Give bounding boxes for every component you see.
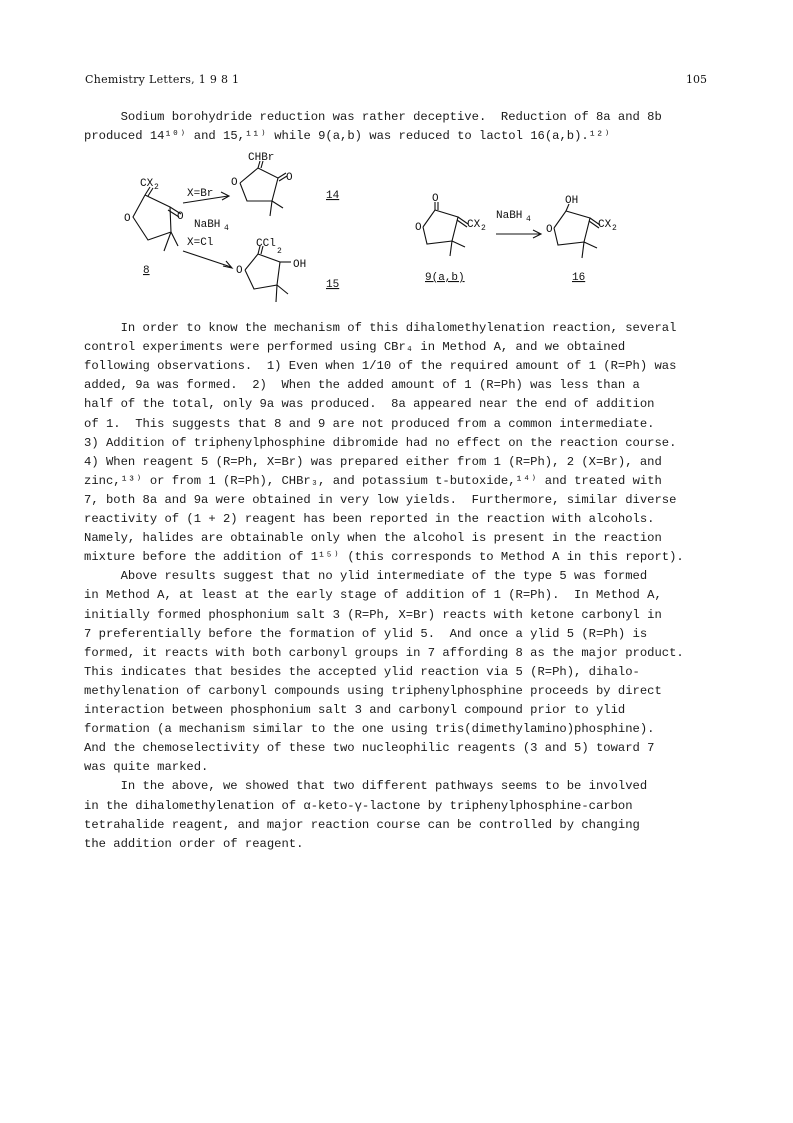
body-line: formed, it reacts with both carbonyl groups in 7 affording 8 as the major product. xyxy=(84,645,684,660)
carbonyl-oxygen-9: O xyxy=(432,193,439,205)
ring-oxygen-9: O xyxy=(415,222,422,234)
cx2-sub-8: 2 xyxy=(154,183,159,192)
nabh4-label-right: NaBH xyxy=(496,210,523,222)
ring-oxygen-8: O xyxy=(124,213,131,225)
cx2-label-16: CX xyxy=(598,219,612,231)
structure-16 xyxy=(546,195,617,284)
body-line: Above results suggest that no ylid intermediate of the type 5 was formed xyxy=(84,569,648,584)
cx2-label-8: CX xyxy=(140,178,154,190)
structure-9 xyxy=(415,193,486,284)
body-line: zinc,¹³⁾ or from 1 (R=Ph), CHBr₃, and potassium t-butoxide,¹⁴⁾ and treated with xyxy=(84,473,662,488)
body-line: added, 9a was formed. 2) When the added amount of 1 (R=Ph) was less than a xyxy=(84,378,640,393)
carbonyl-oxygen-8: O xyxy=(177,211,184,223)
chbr-label: CHBr xyxy=(248,152,275,164)
body-line: formation (a mechanism similar to the one using tris(dimethylamino)phosphine). xyxy=(84,722,655,737)
nabh4-sub-left: 4 xyxy=(224,224,229,233)
body-line: half of the total, only 9a was produced. 8a appeared near the end of addition xyxy=(84,397,655,412)
hydroxyl-label-16: OH xyxy=(565,195,579,207)
compound-label-15: 15 xyxy=(326,279,340,291)
ccl2-label: CCl xyxy=(256,238,276,250)
body-line: in the dihalomethylenation of α-keto-γ-lactone by triphenylphosphine-carbon xyxy=(84,798,633,813)
compound-label-8: 8 xyxy=(143,265,150,277)
cx2-sub-16: 2 xyxy=(612,224,617,233)
x-cl-label: X=Cl xyxy=(187,237,214,249)
body-line: tetrahalide reagent, and major reaction course can be controlled by changing xyxy=(84,817,640,832)
structure-8 xyxy=(124,178,184,277)
compound-label-9: 9(a,b) xyxy=(425,272,465,284)
body-line: 3) Addition of triphenylphosphine dibromide had no effect on the reaction course. xyxy=(84,435,677,450)
ccl2-sub: 2 xyxy=(277,247,282,256)
body-line: interaction between phosphonium salt 3 and carbonyl compound prior to ylid xyxy=(84,703,626,717)
intro-line-2: produced 14¹⁰⁾ and 15,¹¹⁾ while 9(a,b) was reduced to lactol 16(a,b).¹²⁾ xyxy=(84,129,611,143)
body-line: In the above, we showed that two different pathways seems to be involved xyxy=(84,779,648,794)
hydroxyl-label-15: OH xyxy=(293,259,307,271)
x-br-label: X=Br xyxy=(187,188,214,200)
body-line: mixture before the addition of 1¹⁵⁾ (this corresponds to Method A in this report). xyxy=(84,550,684,565)
intro-line-1: Sodium borohydride reduction was rather deceptive. Reduction of 8a and 8b xyxy=(84,110,662,124)
nabh4-sub-right: 4 xyxy=(526,215,531,224)
page-number: 105 xyxy=(686,73,707,86)
ring-oxygen-16: O xyxy=(546,224,553,236)
cx2-sub-9: 2 xyxy=(481,224,486,233)
reaction-arrow-right xyxy=(496,210,541,238)
body-line: in Method A, at least at the early stage of addition of 1 (R=Ph). In Method A, xyxy=(84,588,662,603)
body-line: initially formed phosphonium salt 3 (R=Ph, X=Br) reacts with ketone carbonyl in xyxy=(84,607,662,622)
body-line: following observations. 1) Even when 1/10 of the required amount of 1 (R=Ph) was xyxy=(84,359,677,374)
cx2-label-9: CX xyxy=(467,219,481,231)
body-line: Namely, halides are obtainable only when the alcohol is present in the reaction xyxy=(84,531,662,546)
reaction-arrows-left xyxy=(183,188,232,268)
body-line: And the chemoselectivity of these two nucleophilic reagents (3 and 5) toward 7 xyxy=(84,741,655,756)
structure-14 xyxy=(231,152,340,216)
body-line: In order to know the mechanism of this dihalomethylenation reaction, several xyxy=(84,321,677,335)
body-line: 7 preferentially before the formation of ylid 5. And once a ylid 5 (R=Ph) is xyxy=(84,626,648,641)
body-line: 4) When reagent 5 (R=Ph, X=Br) was prepared either from 1 (R=Ph), 2 (X=Br), and xyxy=(84,454,662,469)
body-line: control experiments were performed using CBr₄ in Method A, and we obtained xyxy=(84,340,626,355)
body-line: reactivity of (1 + 2) reagent has been reported in the reaction with alcohols. xyxy=(84,512,655,526)
body-line: This indicates that besides the accepted ylid reaction via 5 (R=Ph), dihalo- xyxy=(84,664,640,679)
body-line: was quite marked. xyxy=(84,760,209,775)
body-line: the addition order of reagent. xyxy=(84,836,304,851)
carbonyl-oxygen-14: O xyxy=(286,172,293,184)
journal-header: Chemistry Letters, 1 9 8 1 xyxy=(85,73,240,86)
body-line: 7, both 8a and 9a were obtained in very low yields. Furthermore, similar diverse xyxy=(84,492,677,507)
ring-oxygen-14: O xyxy=(231,177,238,189)
compound-label-16: 16 xyxy=(572,272,586,284)
body-line: of 1. This suggests that 8 and 9 are not produced from a common intermediate. xyxy=(84,416,655,431)
ring-oxygen-15: O xyxy=(236,265,243,277)
compound-label-14: 14 xyxy=(326,190,340,202)
structure-15 xyxy=(236,238,339,302)
nabh4-label-left: NaBH xyxy=(194,219,221,231)
body-line: methylenation of carbonyl compounds using triphenylphosphine proceeds by direct xyxy=(84,683,662,698)
